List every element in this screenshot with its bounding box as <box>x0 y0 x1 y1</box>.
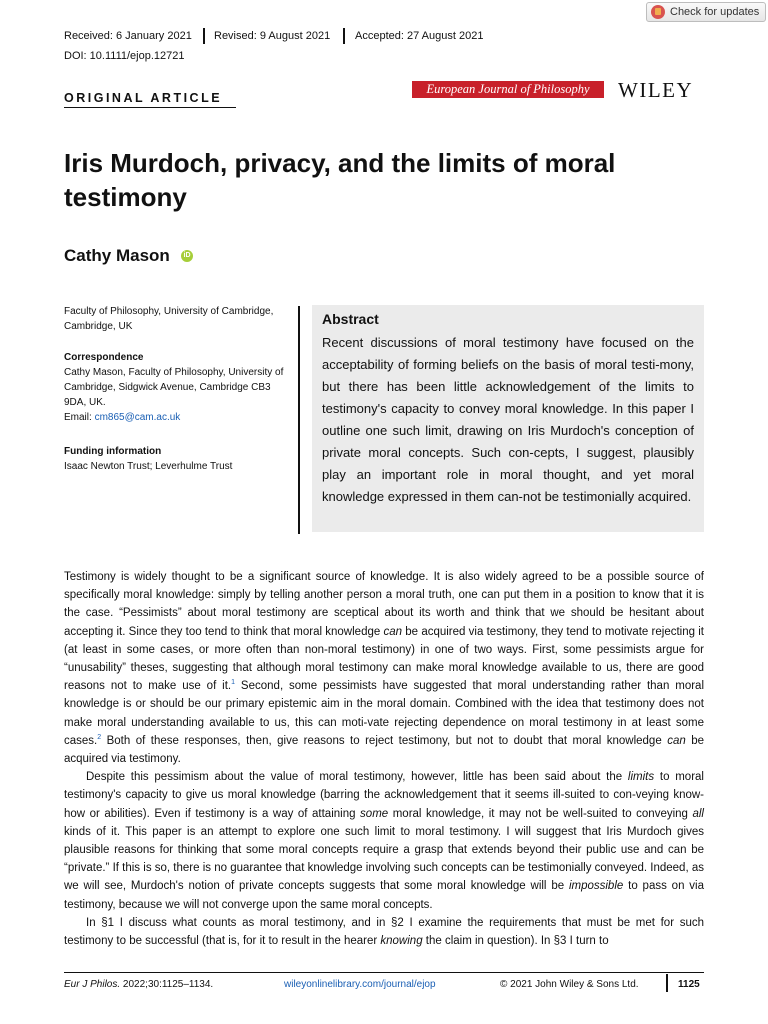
correspondence-address: Cathy Mason, Faculty of Philosophy, University of Cambridge, Sidgwick Avenue, Cambridge CB3 9DA, UK. <box>64 367 284 408</box>
text-run: Both of these responses, then, give reasons to reject testimony, but not to doubt that moral knowledge <box>101 734 668 747</box>
funding-heading: Funding information <box>64 446 162 457</box>
emphasis: can <box>383 625 403 638</box>
article-title: Iris Murdoch, privacy, and the limits of moral testimony <box>64 148 616 212</box>
text-run: kinds of it. This paper is an attempt to explore one such limit to moral testimony. I will suggest that Iris Murdoch gives plausible reasons for thinking that some moral concepts require a grasp that extends beyond their public use and can be “private.” If this is so, there is no guarantee that knowledge involving such concepts can be testimonially conveyed. Indeed, as we will see, Murdoch's notion of private concepts suggests that some moral knowledge will be <box>64 825 704 893</box>
doi: DOI: 10.1111/ejop.12721 <box>64 50 185 62</box>
text-run: Despite this pessimism about the value of moral testimony, however, little has been said about the <box>86 771 628 784</box>
email-label: Email: <box>64 412 95 423</box>
footer-divider <box>666 974 668 992</box>
check-for-updates-label: Check for updates <box>670 6 760 18</box>
funding-text: Isaac Newton Trust; Leverhulme Trust <box>64 461 233 472</box>
text-run: the claim in question). In §3 I turn to <box>422 935 609 948</box>
text-run: be acquired via testimony. <box>64 734 704 766</box>
footer-copyright: © 2021 John Wiley & Sons Ltd. <box>500 979 639 990</box>
citation-details: 2022;30:1125–1134. <box>120 979 214 990</box>
journal-banner: European Journal of Philosophy <box>412 81 604 98</box>
text-run: Testimony is widely thought to be a significant source of knowledge. It is also widely agreed to be a possible source of specifically moral knowledge: simply by telling another person a moral truth, one can put them in a position to know that it is the case. “Pessimists” about moral testimony are sceptical about its worth and think that we should be hesitant about accepting it. Since they too tend to think that moral knowledge <box>64 571 704 638</box>
abstract-box <box>312 305 704 532</box>
text-run: In §1 I discuss what counts as moral testimony, and in §2 I examine the requirements that must be met for such testimony to be successful (that is, for it to result in the hearer <box>64 916 704 948</box>
accepted-date: Accepted: 27 August 2021 <box>355 30 484 42</box>
text-run: be acquired via testimony, they tend to motivate rejecting it (at least in some cases, or more often than non-moral testimony) in one of two ways. First, some pessimists argue for “unusability” theses, suggesting that although moral testimony can make moral knowledge available to us, there are good reasons not to make use of it. <box>64 625 704 693</box>
header-divider <box>343 28 345 44</box>
received-date: Received: 6 January 2021 <box>64 30 192 42</box>
affiliation: Faculty of Philosophy, University of Cambridge, Cambridge, UK <box>64 306 274 332</box>
author-name[interactable]: Cathy Mason <box>64 246 170 265</box>
emphasis: impossible <box>568 880 624 893</box>
emphasis: limits <box>627 771 655 784</box>
correspondence-block <box>64 350 284 425</box>
email-link[interactable]: cm865@cam.ac.uk <box>94 412 181 423</box>
footnote-ref[interactable]: 1 <box>231 679 236 687</box>
footer-link[interactable] <box>284 979 436 990</box>
column-divider <box>298 306 300 534</box>
page-number: 1125 <box>678 979 700 990</box>
paragraph <box>64 568 704 768</box>
citation-journal: Eur J Philos. <box>64 979 121 990</box>
header-divider <box>203 28 205 44</box>
body-text <box>64 568 704 950</box>
article-type: ORIGINAL ARTICLE <box>64 91 223 105</box>
crossmark-icon <box>651 5 665 19</box>
footer-citation <box>64 979 213 990</box>
emphasis: can <box>667 734 686 747</box>
orcid-icon[interactable]: iD <box>181 250 193 262</box>
publisher-logo: WILEY <box>618 78 694 102</box>
text-run: moral knowledge, it may not be well-suited to conveying <box>388 807 693 820</box>
text-run: to pass on via testimony, because we will not converge upon the same moral concepts. <box>64 880 705 911</box>
abstract-text: Recent discussions of moral testimony have focused on the acceptability of forming beliefs on the basis of moral testi-mony, but there has been little acknowledgement of the limits to testimony's capacity to convey moral knowledge. In this paper I outline one such limit, drawing on Iris Murdoch's conception of private moral concepts. Such con-cepts, I suggest, plausibly play an important role in moral thought, and yet moral knowledge expressed in them can-not be testimonially acquired. <box>322 335 694 504</box>
text-run: Second, some pessimists have suggested that moral understanding rather than moral knowledge is or should be our primary epistemic aim in the moral domain. Combined with the idea that testimony does not make moral understanding available to us, this can moti-vate rejecting dependence on moral testimony in at least some cases. <box>64 680 705 747</box>
footer-rule <box>64 972 704 973</box>
paragraph <box>64 914 704 950</box>
emphasis: knowing <box>380 935 423 948</box>
check-for-updates-button[interactable] <box>646 2 766 22</box>
footer-link-text[interactable]: wileyonlinelibrary.com/journal/ejop <box>284 979 436 990</box>
revised-date: Revised: 9 August 2021 <box>214 30 331 42</box>
emphasis: some <box>360 807 389 820</box>
paragraph <box>64 768 704 914</box>
emphasis: all <box>692 807 704 820</box>
correspondence-heading: Correspondence <box>64 352 144 363</box>
article-type-underline <box>64 107 236 108</box>
footnote-ref[interactable]: 2 <box>97 734 102 741</box>
text-run: to moral testimony's capacity to give us moral knowledge (barring the acknowledgement that it seems ill-suited to con-veying know-how or abilities). Even if testimony is a way of attaining <box>64 771 704 820</box>
abstract-heading: Abstract <box>322 311 379 327</box>
funding-block <box>64 444 284 474</box>
